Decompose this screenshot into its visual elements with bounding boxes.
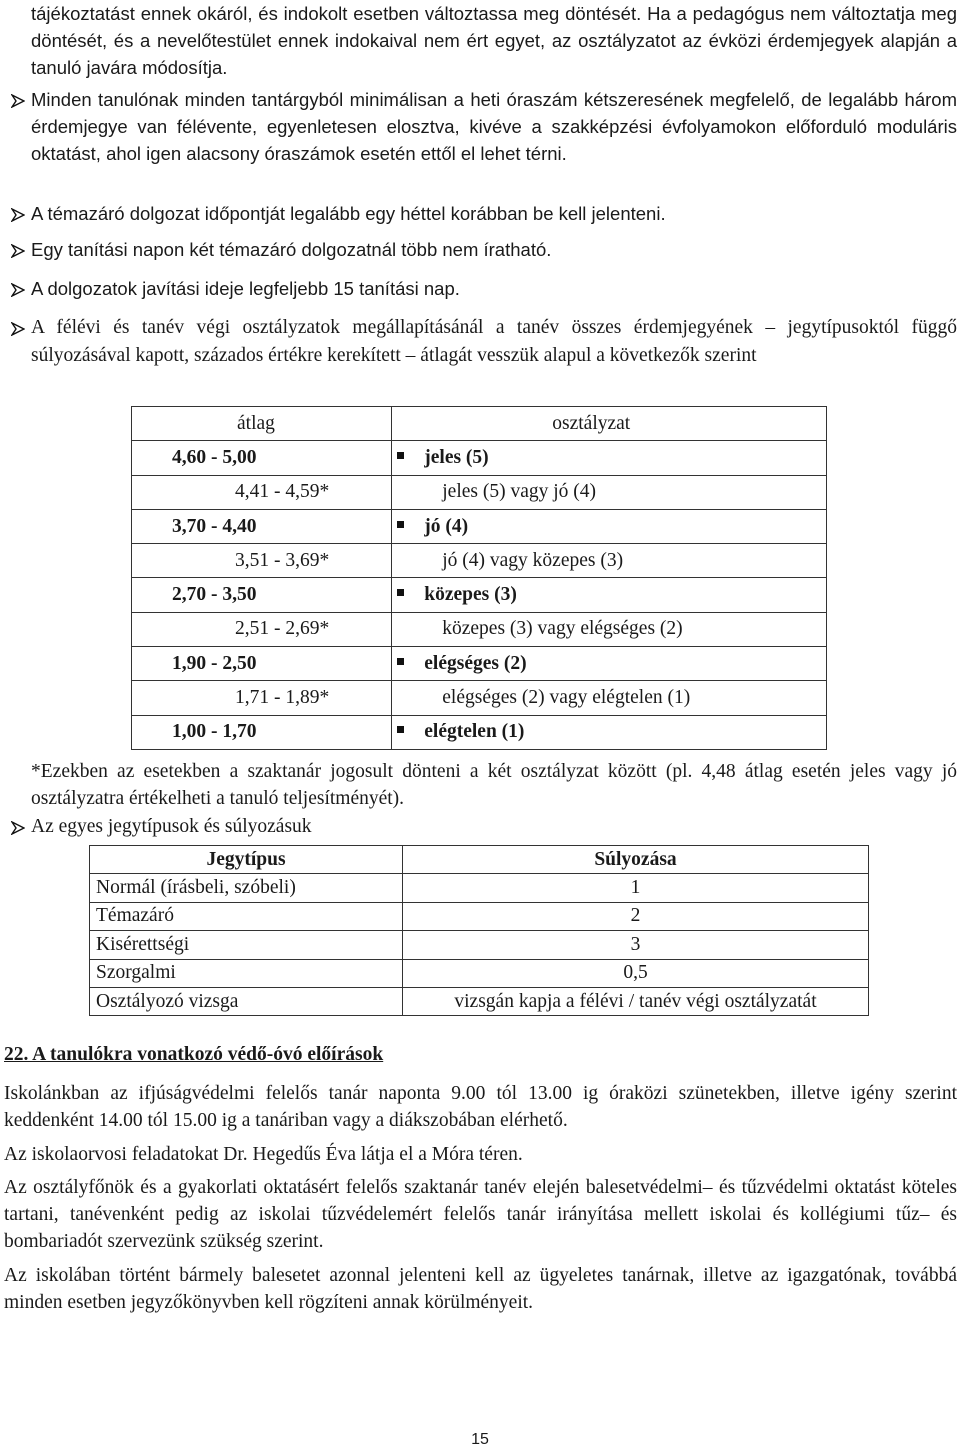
grade-table — [131, 406, 827, 750]
arrow-bullet-icon — [8, 314, 28, 341]
table-row — [132, 681, 827, 715]
table-row — [132, 544, 827, 578]
weight-cell: 3 — [403, 931, 869, 959]
type-cell: Szorgalmi — [90, 959, 403, 987]
grade-cell: jeles (5) vagy jó (4) — [392, 475, 827, 509]
square-bullet-icon — [397, 521, 404, 528]
bullet-text-test-limit: Egy tanítási napon két témazáró dolgozatnál több nem íratható. — [31, 239, 552, 260]
range-cell: 1,00 - 1,70 — [132, 715, 392, 749]
grade-label: közepes (3) — [424, 584, 517, 606]
weight-cell: vizsgán kapja a félévi / tanév végi osztályzatát — [403, 987, 869, 1015]
grade-cell — [392, 715, 827, 749]
bullet-text-weights: Az egyes jegytípusok és súlyozásuk — [31, 816, 312, 837]
table-row — [90, 874, 869, 902]
arrow-bullet-icon — [8, 236, 28, 263]
weight-table — [89, 845, 869, 1016]
table-row — [90, 902, 869, 930]
grade-label: jó (4) — [424, 515, 469, 537]
range-cell: 3,51 - 3,69* — [132, 544, 392, 578]
section-paragraph: Az osztályfőnök és a gyakorlati oktatásért felelős szaktanár tanév elején balesetvédelmi– és tűzvédelmi oktatást köteles tartani, tanévenként pedig az iskolai tűzvédelemért felelős tanár irányítása mellett iskolai és kollégiumi tűz– és bombariadót szervezünk szükség szerint. — [4, 1177, 957, 1252]
section-paragraph: Az iskolaorvosi feladatokat Dr. Hegedűs Éva látja el a Móra téren. — [4, 1144, 523, 1165]
weight-cell: 1 — [403, 874, 869, 902]
range-cell: 4,60 - 5,00 — [132, 441, 392, 475]
weight-cell: 0,5 — [403, 959, 869, 987]
bullet-text-average-rule: A félévi és tanév végi osztályzatok megállapításánál a tanév összes érdemjegyének – jegytípusoktól függő súlyozásával kapott, százados értékre kerekített – átlagát vesszük alapul a következők szerint — [31, 317, 957, 366]
grade-cell — [392, 647, 827, 681]
weight-cell: 2 — [403, 902, 869, 930]
table-row — [132, 612, 827, 646]
grade-label: jeles (5) — [424, 446, 489, 468]
square-bullet-icon — [397, 589, 404, 596]
bullet-text-min-grades: Minden tanulónak minden tantárgyból minimálisan a heti óraszám kétszeresének megfelelő, de legalább három érdemjegye van félévente, egyenletesen elosztva, kivéve a szakképzési évfolyamokon előforduló moduláris oktatást, ahol igen alacsony óraszámok esetén ettől el lehet térni. — [31, 89, 957, 164]
table-row — [132, 509, 827, 543]
range-cell: 3,70 - 4,40 — [132, 509, 392, 543]
table-row — [132, 715, 827, 749]
range-cell: 4,41 - 4,59* — [132, 475, 392, 509]
range-cell: 1,71 - 1,89* — [132, 681, 392, 715]
grade-table-header — [132, 407, 827, 441]
page-number: 15 — [471, 1431, 489, 1448]
intro-paragraph: tájékoztatást ennek okáról, és indokolt esetben változtassa meg döntését. Ha a pedagógus nem változtatja meg döntését, és a nevelőtestület ennek indokaival nem ért egyet, az osztályzatot az évközi érdemjegyek alapján a tanuló javára módosítja. — [31, 3, 957, 78]
table-row — [132, 647, 827, 681]
header-average: átlag — [132, 407, 392, 441]
type-cell: Normál (írásbeli, szóbeli) — [90, 874, 403, 902]
range-cell: 2,51 - 2,69* — [132, 612, 392, 646]
section-paragraph: Iskolánkban az ifjúságvédelmi felelős tanár naponta 9.00 tól 13.00 ig óraközi szünetekben, illetve igény szerint keddenként 14.00 tól 15.00 ig a tanáriban vagy a diákszobában elérhető. — [4, 1083, 957, 1131]
table-row — [90, 987, 869, 1015]
section-heading: 22. A tanulókra vonatkozó védő-óvó előírások — [4, 1044, 384, 1065]
range-cell: 1,90 - 2,50 — [132, 647, 392, 681]
grade-cell: közepes (3) vagy elégséges (2) — [392, 612, 827, 646]
weight-table-header — [90, 846, 869, 874]
type-cell: Témazáró — [90, 902, 403, 930]
arrow-bullet-icon — [8, 275, 28, 302]
bullet-text-test-announce: A témazáró dolgozat időpontját legalább egy héttel korábban be kell jelenteni. — [31, 203, 666, 224]
grade-cell: jó (4) vagy közepes (3) — [392, 544, 827, 578]
grade-cell — [392, 578, 827, 612]
square-bullet-icon — [397, 726, 404, 733]
arrow-bullet-icon — [8, 200, 28, 227]
grade-cell — [392, 441, 827, 475]
type-cell: Kisérettségi — [90, 931, 403, 959]
type-cell: Osztályozó vizsga — [90, 987, 403, 1015]
header-weight: Súlyozása — [403, 846, 869, 874]
grade-footnote: *Ezekben az esetekben a szaktanár jogosult dönteni a két osztályzat között (pl. 4,48 átlag esetén jeles vagy jó osztályzatra értékelheti a tanuló teljesítményét). — [31, 761, 957, 809]
bullet-text-correction-time: A dolgozatok javítási ideje legfeljebb 15 tanítási nap. — [31, 278, 460, 299]
header-type: Jegytípus — [90, 846, 403, 874]
table-row — [90, 931, 869, 959]
grade-cell: elégséges (2) vagy elégtelen (1) — [392, 681, 827, 715]
arrow-bullet-icon — [8, 86, 28, 113]
grade-label: elégtelen (1) — [424, 721, 525, 743]
table-row — [90, 959, 869, 987]
table-row — [132, 578, 827, 612]
table-row — [132, 441, 827, 475]
square-bullet-icon — [397, 658, 404, 665]
header-grade: osztályzat — [392, 407, 827, 441]
grade-cell — [392, 509, 827, 543]
range-cell: 2,70 - 3,50 — [132, 578, 392, 612]
grade-label: elégséges (2) — [424, 652, 527, 674]
table-row — [132, 475, 827, 509]
arrow-bullet-icon — [8, 813, 28, 840]
square-bullet-icon — [397, 452, 404, 459]
section-paragraph: Az iskolában történt bármely balesetet azonnal jelenteni kell az ügyeletes tanárnak, illetve az igazgatónak, továbbá minden esetben jegyzőkönyvben kell rögzíteni annak körülményeit. — [4, 1265, 957, 1313]
